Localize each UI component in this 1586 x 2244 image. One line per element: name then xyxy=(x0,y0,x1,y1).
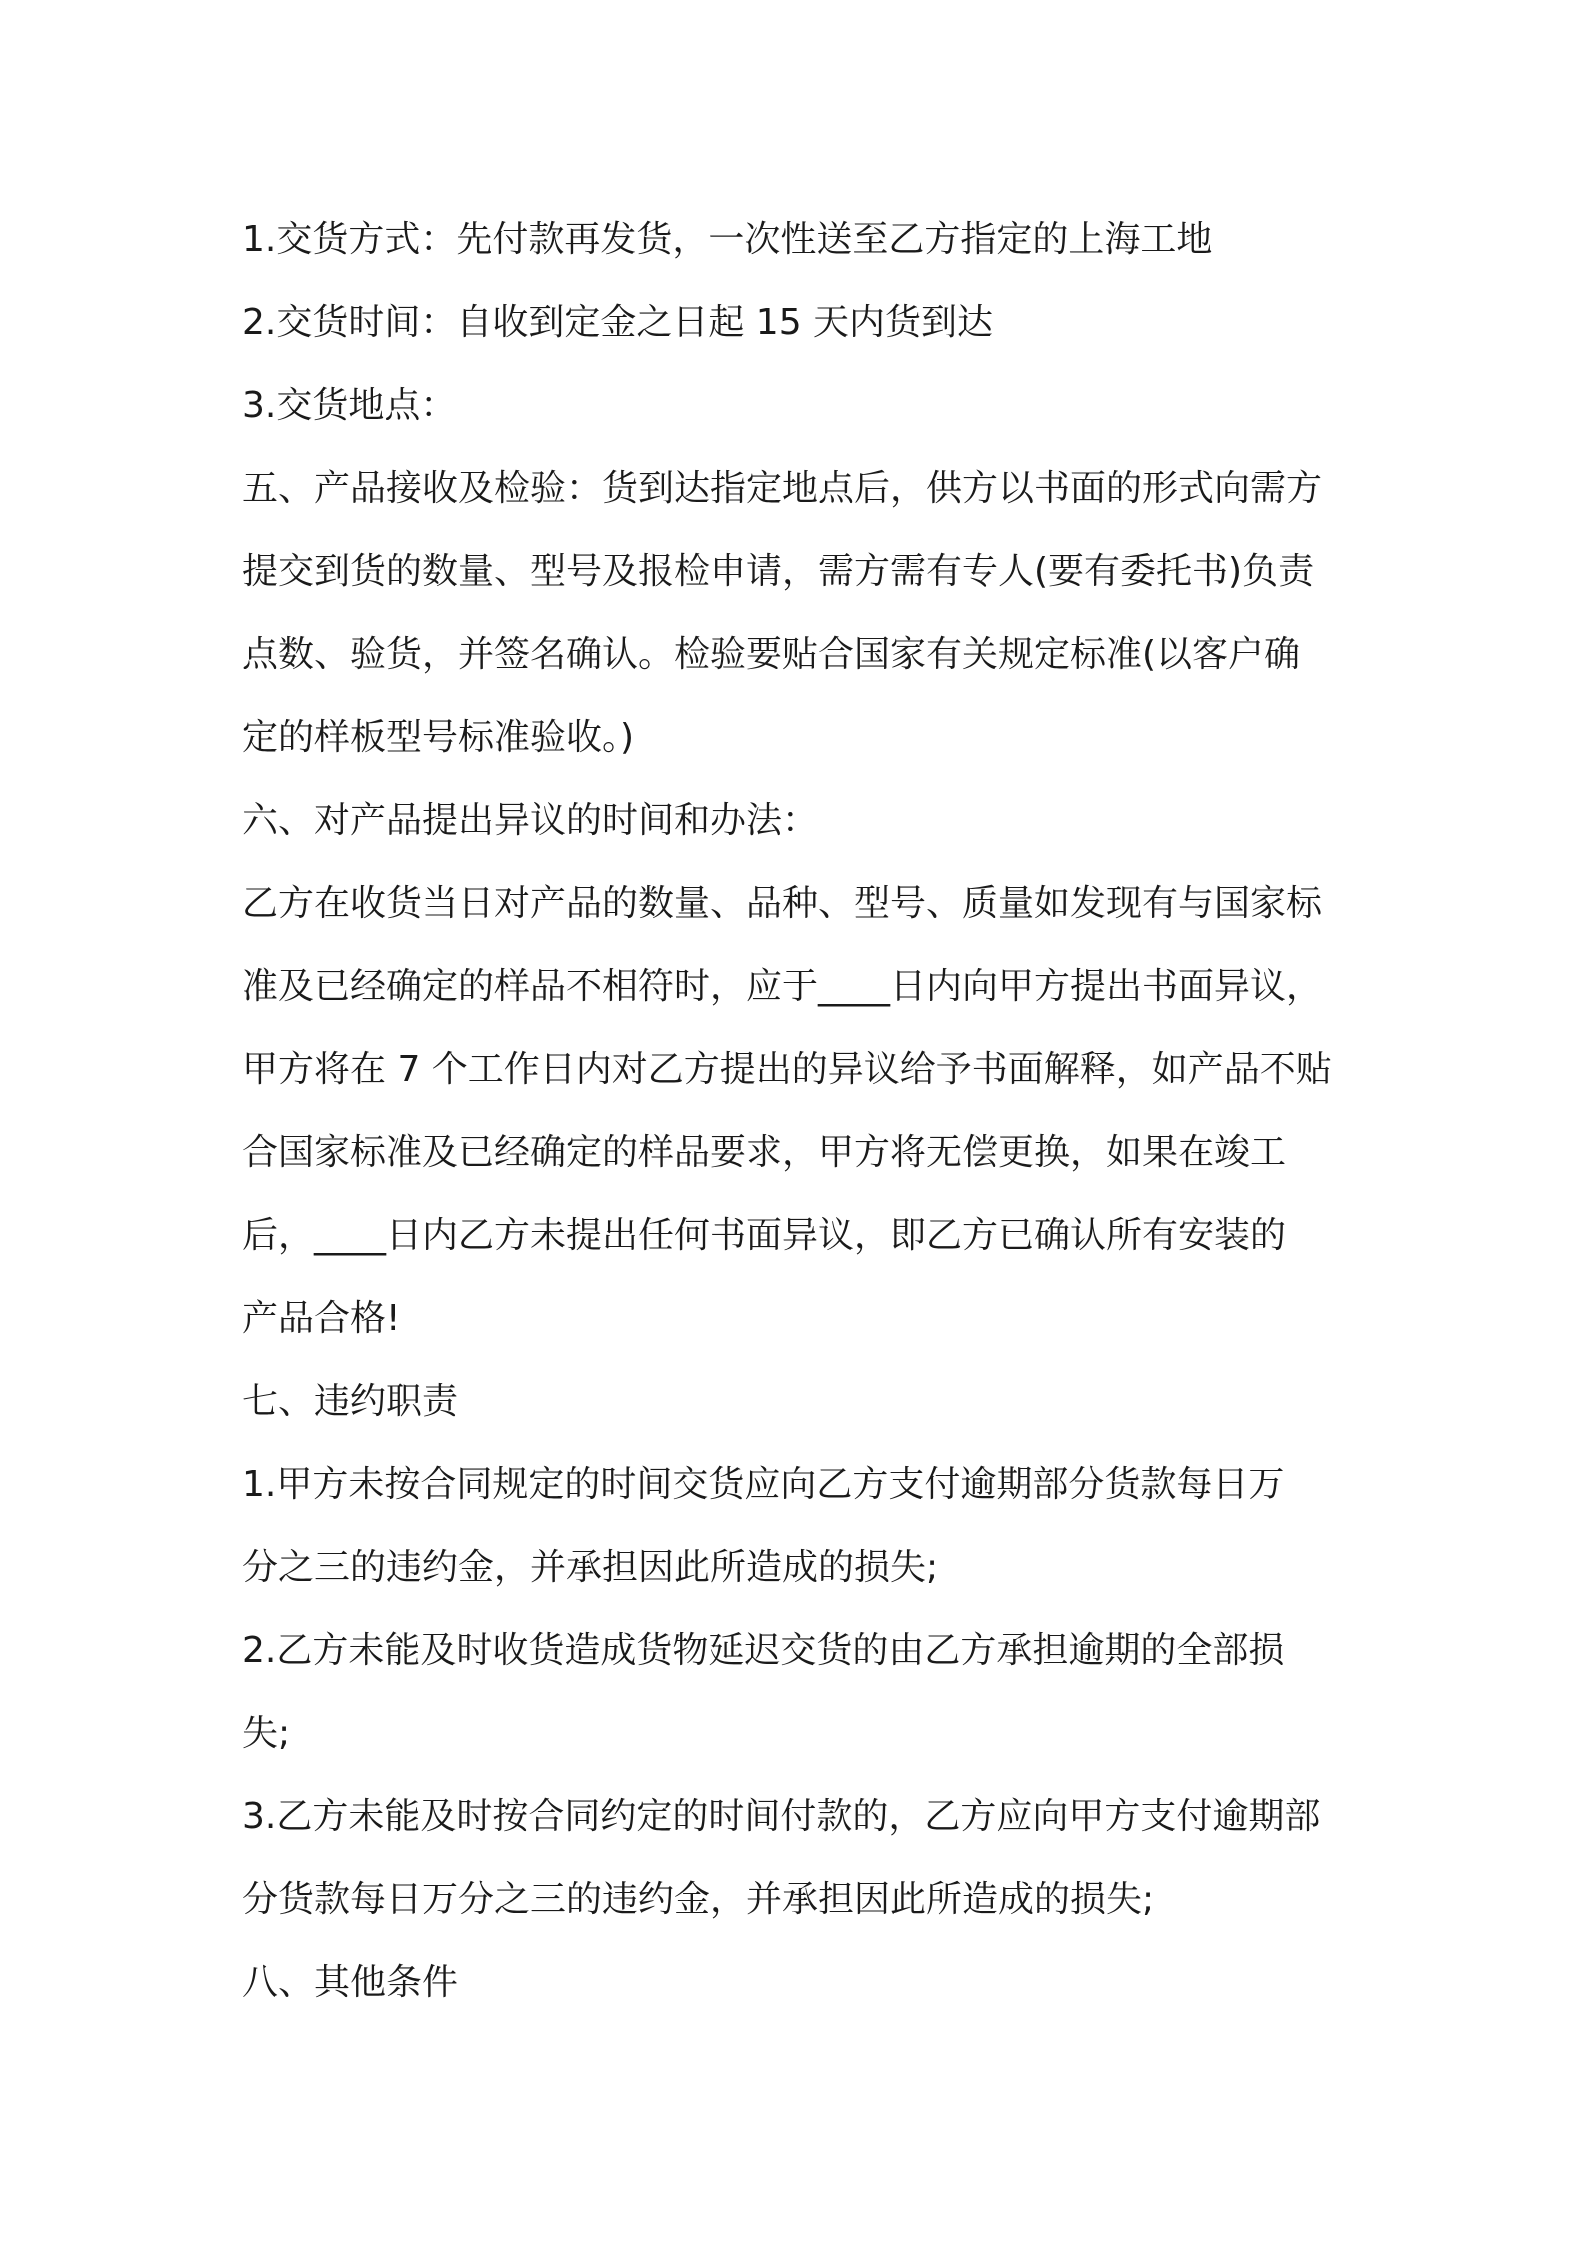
text-line: 乙方在收货当日对产品的数量、品种、型号、质量如发现有与国家标 xyxy=(242,883,1323,924)
document-body xyxy=(242,198,1362,2024)
text-line: 准及已经确定的样品不相符时，应于____日内向甲方提出书面异议， xyxy=(242,966,1323,1007)
text-line: 2.乙方未能及时收货造成货物延迟交货的由乙方承担逾期的全部损 xyxy=(242,1630,1285,1671)
section-heading-7: 七、违约职责 xyxy=(242,1381,459,1422)
text-line: 分货款每日万分之三的违约金，并承担因此所造成的损失; xyxy=(242,1879,1155,1920)
text-line: 合国家标准及已经确定的样品要求，甲方将无偿更换，如果在竣工 xyxy=(242,1132,1287,1173)
text-line: 产品合格! xyxy=(242,1298,401,1339)
text-line: 甲方将在 7 个工作日内对乙方提出的异议给予书面解释，如产品不贴 xyxy=(242,1049,1332,1090)
text-line: 提交到货的数量、型号及报检申请，需方需有专人(要有委托书)负责 xyxy=(242,551,1315,592)
section-heading-6: 六、对产品提出异议的时间和办法： xyxy=(242,800,819,841)
text-line: 后，____日内乙方未提出任何书面异议，即乙方已确认所有安装的 xyxy=(242,1215,1287,1256)
text-line: 分之三的违约金，并承担因此所造成的损失; xyxy=(242,1547,939,1588)
section-heading-5: 五、产品接收及检验：货到达指定地点后，供方以书面的形式向需方 xyxy=(242,468,1323,509)
text-line: 失; xyxy=(242,1713,291,1754)
text-line: 3.乙方未能及时按合同约定的时间付款的，乙方应向甲方支付逾期部 xyxy=(242,1796,1321,1837)
text-line: 1.甲方未按合同规定的时间交货应向乙方支付逾期部分货款每日万 xyxy=(242,1464,1285,1505)
text-line: 3.交货地点： xyxy=(242,385,457,426)
text-line: 1.交货方式：先付款再发货，一次性送至乙方指定的上海工地 xyxy=(242,219,1213,260)
text-line: 点数、验货，并签名确认。检验要贴合国家有关规定标准(以客户确 xyxy=(242,634,1301,675)
text-line: 定的样板型号标准验收。) xyxy=(242,717,635,758)
text-line: 2.交货时间：自收到定金之日起 15 天内货到达 xyxy=(242,302,994,343)
section-heading-8: 八、其他条件 xyxy=(242,1962,459,2003)
